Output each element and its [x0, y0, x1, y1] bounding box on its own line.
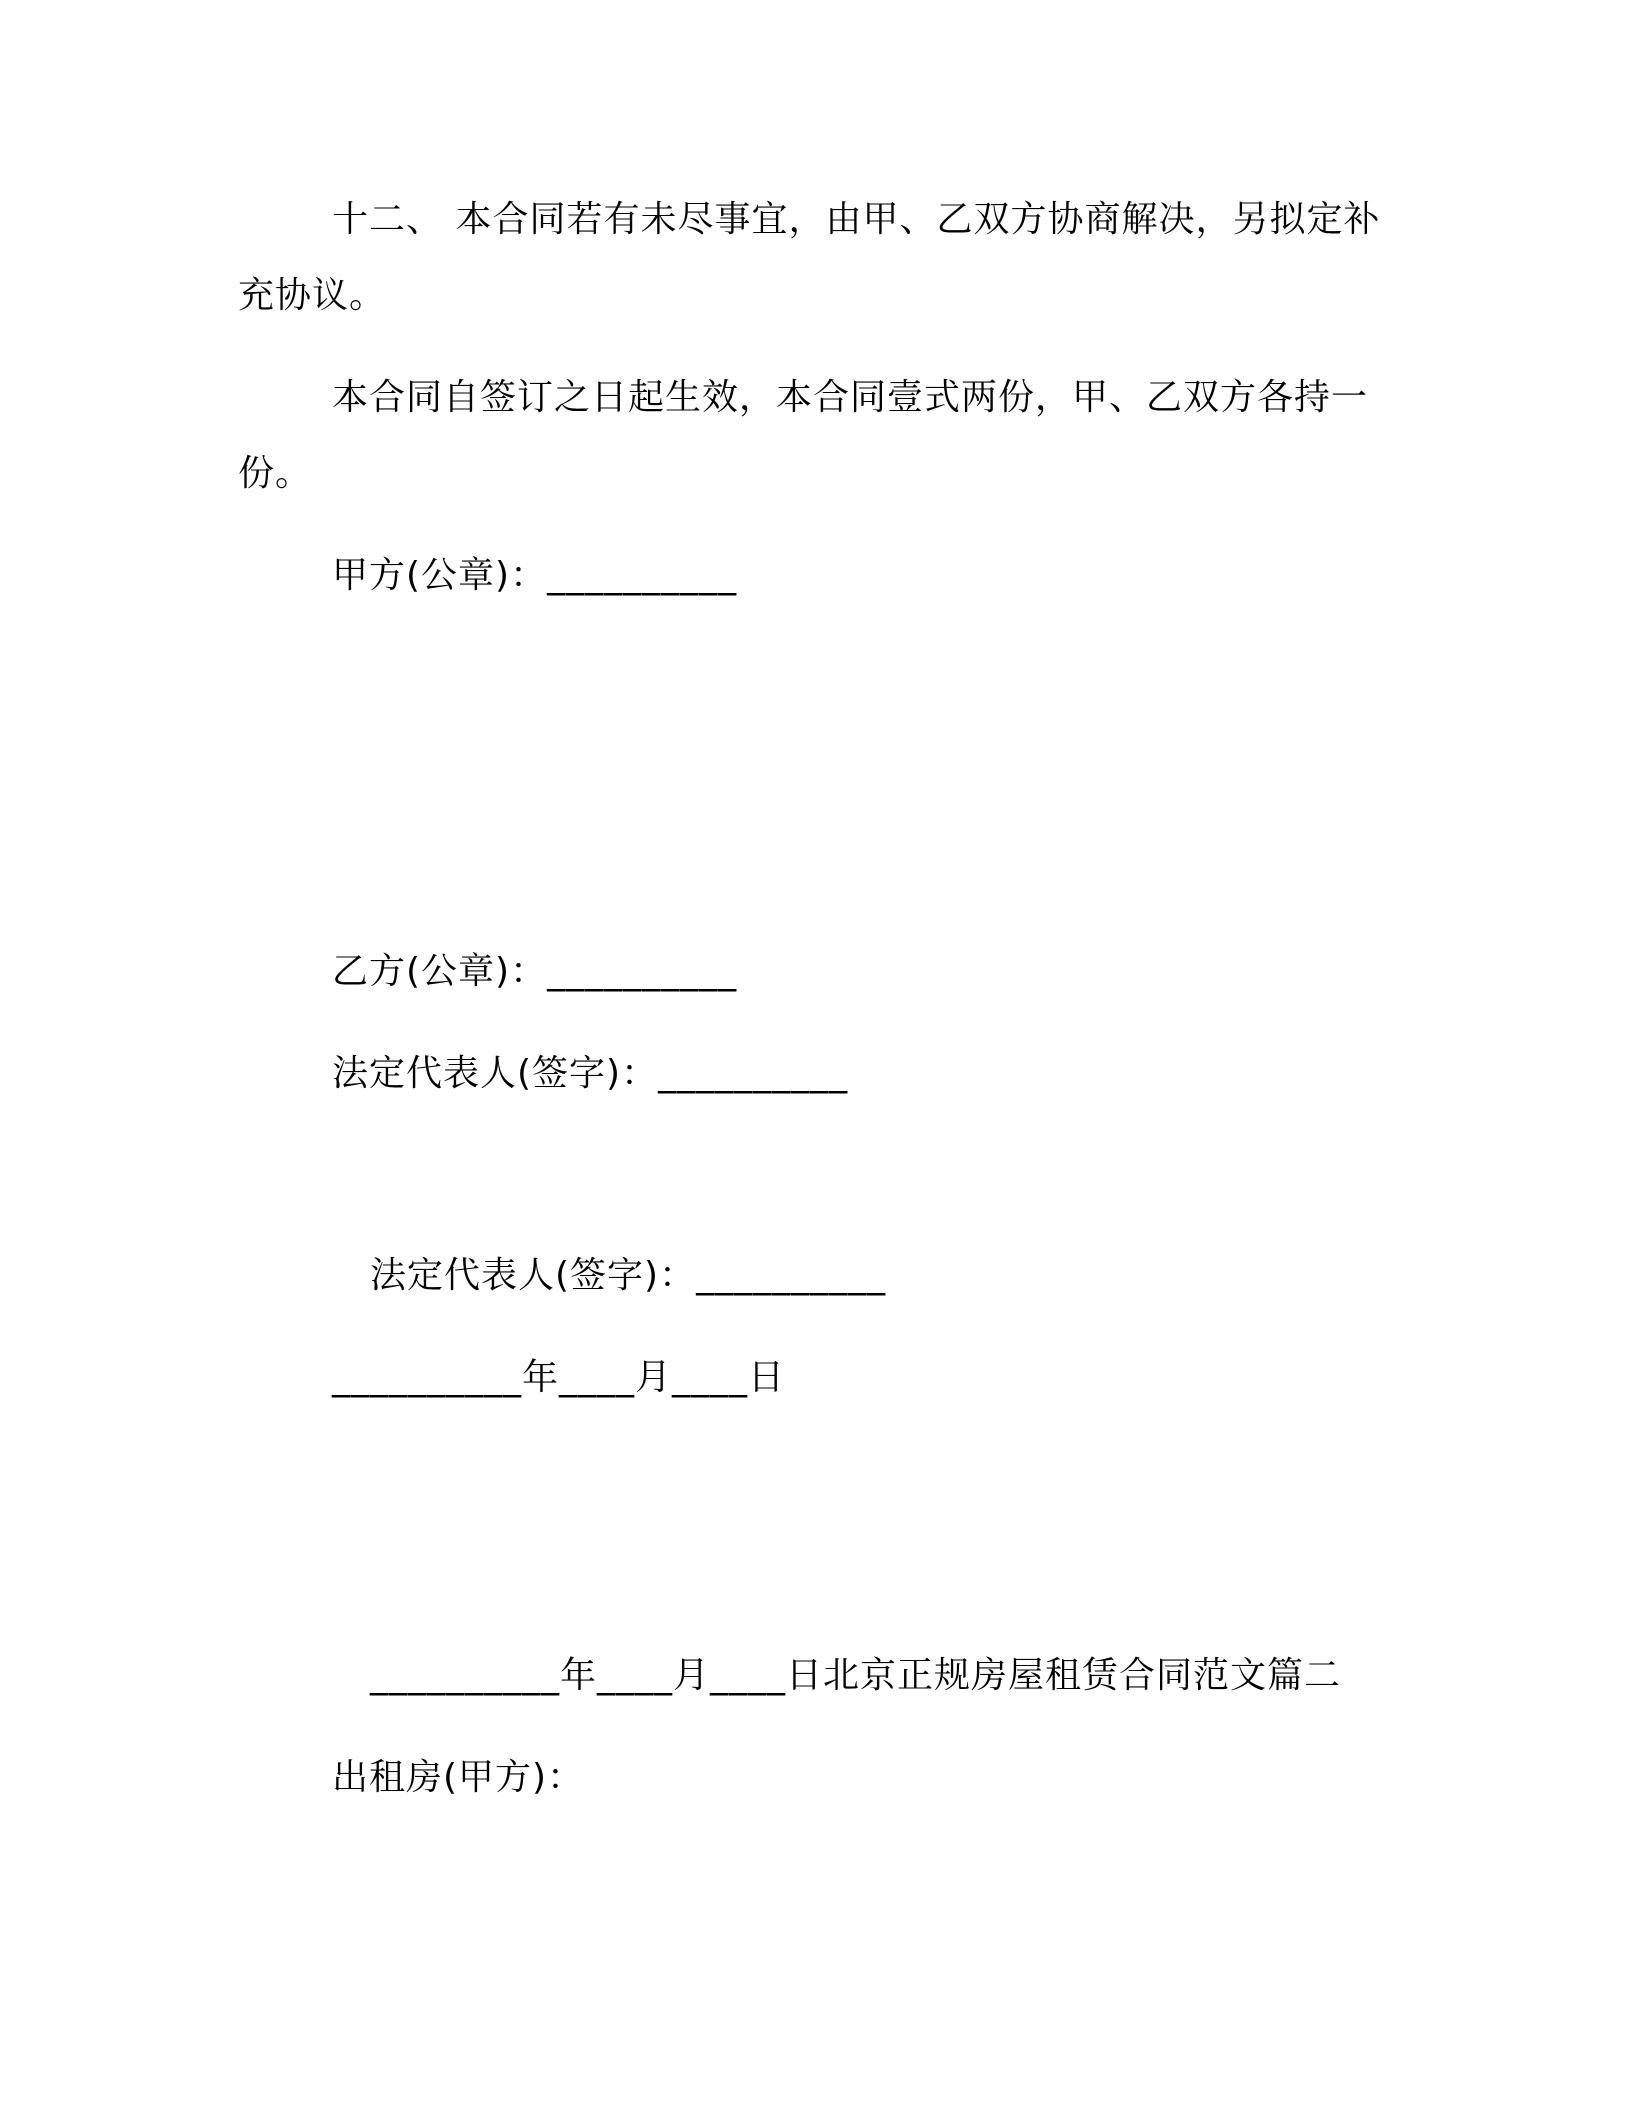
- date-and-section-title: __________年____月____日北京正规房屋租赁合同范文篇二: [370, 1655, 1342, 1696]
- effect-line1: 本合同自签订之日起生效，本合同壹式两份，甲、乙双方各持一: [332, 377, 1369, 418]
- party-a-seal: 甲方(公章)：__________: [332, 555, 738, 596]
- clause-12-line1: 十二、 本合同若有未尽事宜，由甲、乙双方协商解决，另拟定补: [332, 199, 1381, 240]
- party-b-seal: 乙方(公章)：__________: [332, 951, 738, 992]
- legal-rep-signature-1: 法定代表人(签字)：__________: [332, 1053, 849, 1094]
- effect-line2: 份。: [238, 453, 313, 494]
- lessor-label: 出租房(甲方)：: [332, 1757, 585, 1798]
- legal-rep-signature-2: 法定代表人(签字)：__________: [370, 1255, 887, 1296]
- date-line-1: __________年____月____日: [332, 1357, 785, 1398]
- clause-12-line2: 充协议。: [238, 275, 387, 316]
